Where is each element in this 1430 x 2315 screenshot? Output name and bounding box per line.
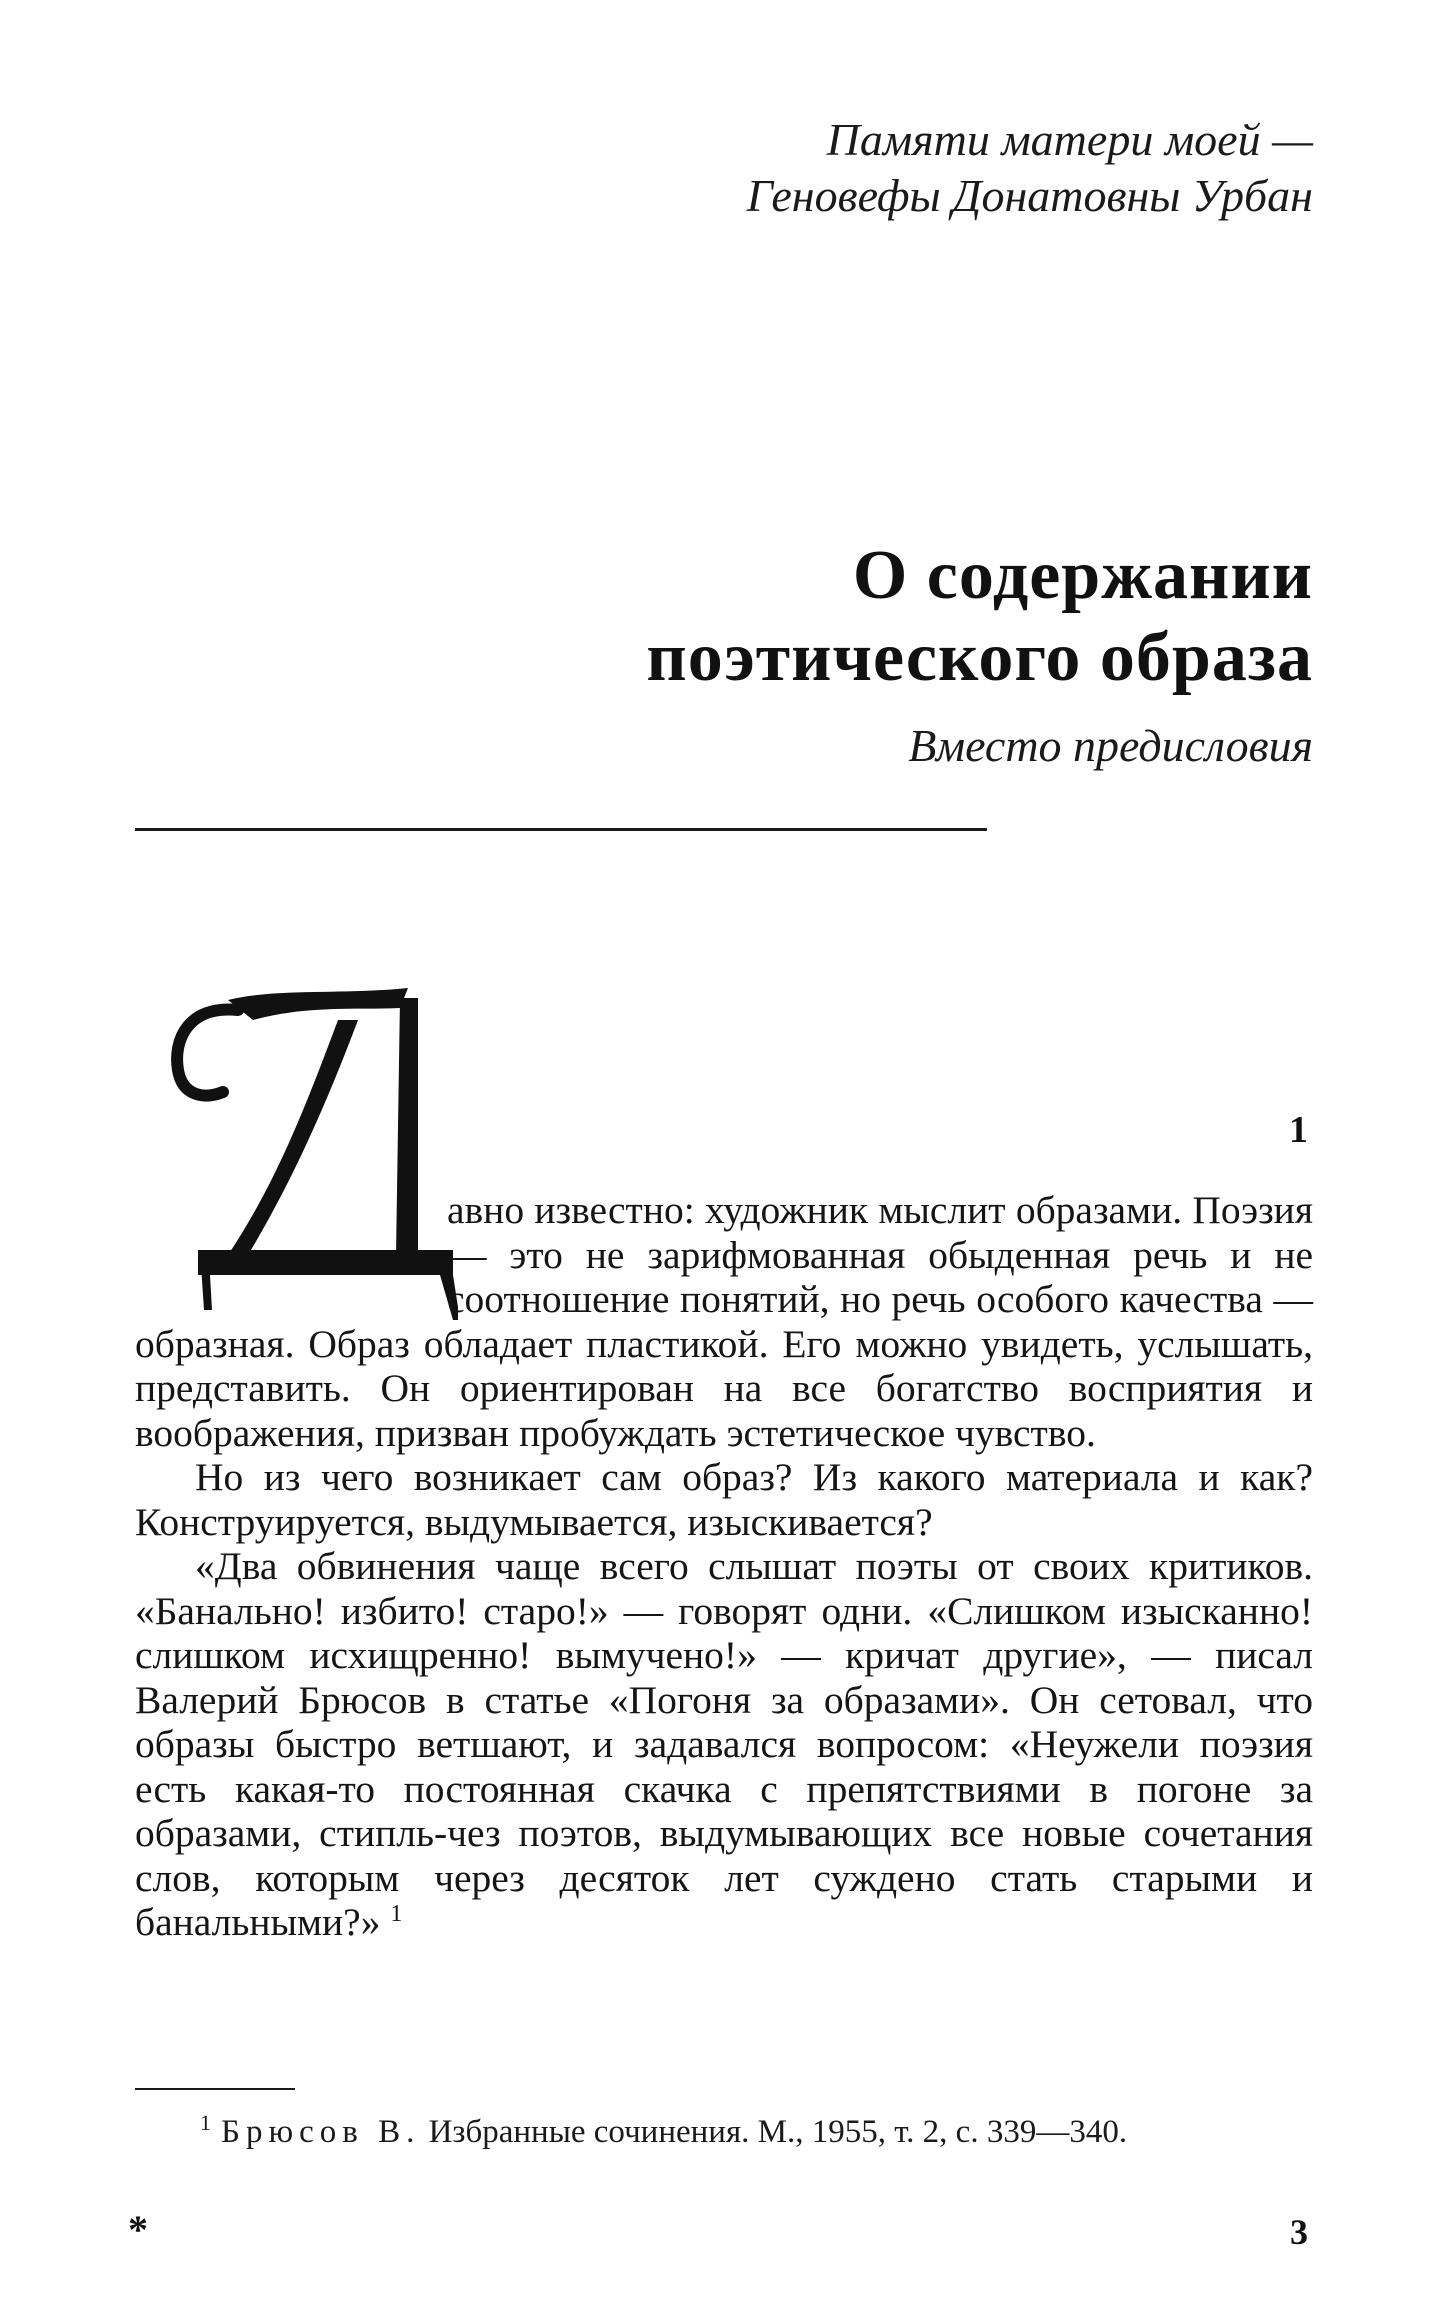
drop-cap-wrap-space [135, 1188, 447, 1321]
chapter-subtitle: Вместо предисловия [908, 720, 1313, 771]
paragraph-3-text: «Два обвинения чаще всего слышат поэты от своих критиков. «Банально! избито! старо!» — говорят одни. «Слишком изысканно! слишком исхищренно! вымучено!» — кричат другие», — писал Валерий Брюсов в статье «Погоня за образами». Он сетовал, что образы быстро ветшают, и задавался вопросом: «Неужели поэзия есть какая-то постоянная скачка с препятствиями в погоне за образами, стипль-чез поэтов, выдумывающих все новые сочетания слов, которым через десяток лет суждено стать старыми и банальными?» [135, 1544, 1313, 1944]
chapter-title-line-2: поэтического образа [646, 619, 1313, 696]
footnote-mark: 1 [200, 2110, 211, 2135]
chapter-title [646, 535, 1313, 699]
chapter-title-line-1: О содержании [852, 537, 1313, 614]
footnote-divider [135, 2088, 295, 2090]
paragraph-3 [135, 1544, 1313, 1945]
dedication-line-2: Геновефы Донатовны Урбан [746, 170, 1313, 221]
title-divider [135, 828, 987, 831]
page-number: 3 [1290, 2212, 1308, 2252]
footnote-reference: 1 [390, 1900, 403, 1927]
footnote-text: Избранные сочинения. М., 1955, т. 2, с. 339—340. [428, 2114, 1128, 2150]
signature-star: * [128, 2207, 148, 2252]
dedication [747, 112, 1313, 224]
footnote-author: Брюсов В. [221, 2114, 421, 2150]
paragraph-1: авно известно: художник мыслит образами. Поэзия — это не зарифмованная обыденная речь и не соотношение понятий, но речь особого качества — образная. Образ обладает пластикой. Его можно увидеть, услышать, представить. Он ориентирован на все богатство восприятия и воображения, призван пробуждать эстетическое чувство. [135, 1188, 1313, 1455]
section-number: 1 [1289, 1109, 1308, 1151]
dedication-line-1: Памяти матери моей — [826, 114, 1313, 165]
paragraph-2: Но из чего возникает сам образ? Из какого материала и как? Конструируется, выдумывается, изыскивается? [135, 1455, 1313, 1544]
footnote [200, 2112, 1315, 2152]
body-text [135, 1188, 1313, 1945]
